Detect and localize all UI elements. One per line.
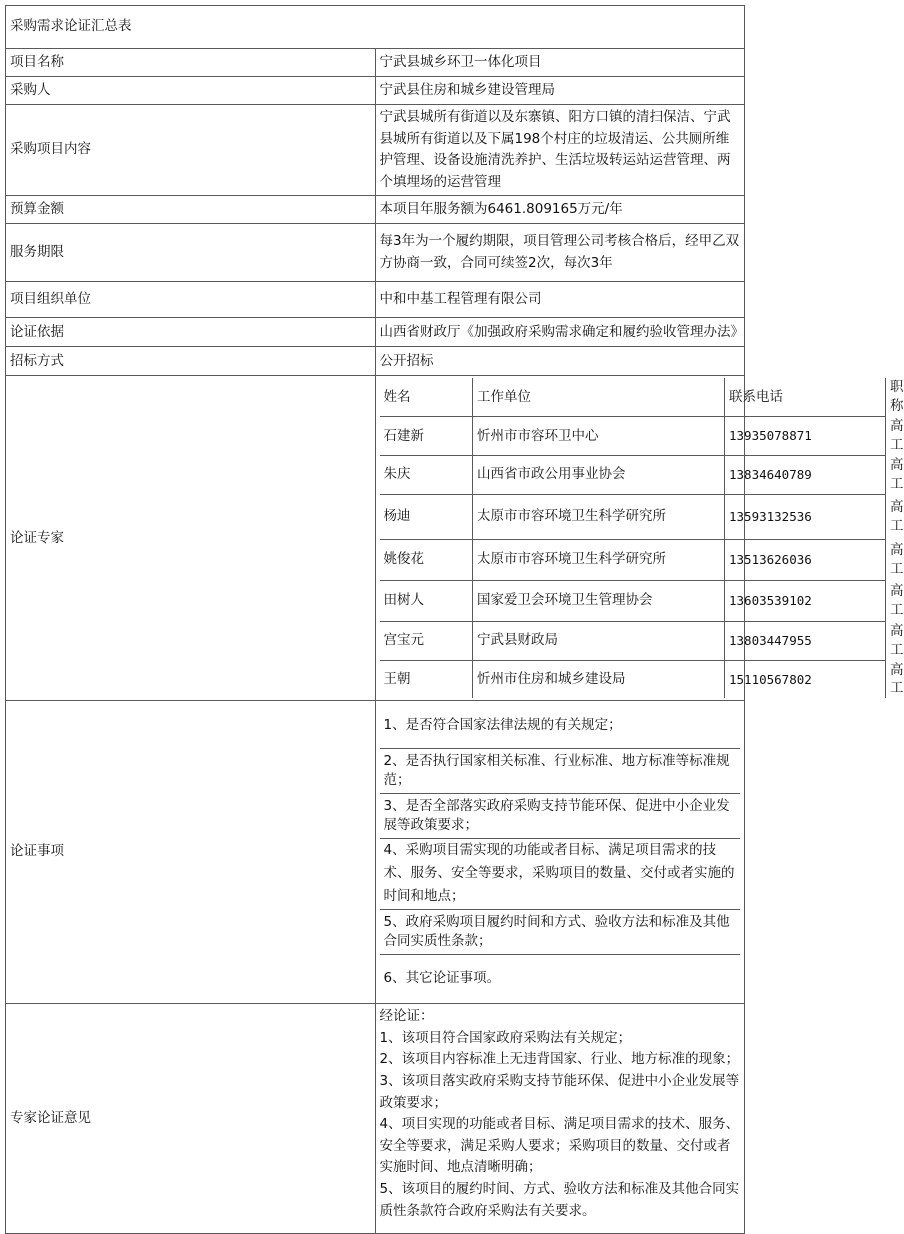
expert-header-name: 姓名	[380, 378, 473, 416]
expert-unit: 山西省市政公用事业协会	[473, 455, 725, 494]
expert-unit: 宁武县财政局	[473, 621, 725, 660]
expert-unit: 太原市市容环境卫生科学研究所	[473, 494, 725, 539]
list-item: 3、是否全部落实政府采购支持节能环保、促进中小企业发展等政策要求；	[380, 793, 741, 838]
budget-label: 预算金额	[6, 196, 376, 224]
page-title: 采购需求论证汇总表	[6, 6, 745, 49]
content-label: 采购项目内容	[6, 105, 376, 196]
experts-header-row: 姓名 工作单位 联系电话 职称	[380, 378, 886, 416]
opinion-intro: 经论证：	[379, 1008, 434, 1025]
table-row: 王朝 忻州市住房和城乡建设局 15110567802 高工	[380, 660, 886, 698]
basis-value: 山西省财政厅《加强政府采购需求确定和履约验收管理办法》	[375, 318, 745, 347]
expert-phone: 13935078871	[725, 417, 886, 456]
experts-table	[380, 378, 904, 698]
expert-name: 田树人	[380, 580, 473, 621]
list-item: 1、是否符合国家法律法规的有关规定；	[380, 703, 741, 748]
expert-name: 王朝	[380, 660, 473, 698]
table-row: 姚俊花 太原市市容环境卫生科学研究所 13513626036 高工	[380, 539, 886, 580]
expert-phone: 13834640789	[725, 455, 886, 494]
expert-phone: 13803447955	[725, 621, 886, 660]
expert-phone: 13603539102	[725, 580, 886, 621]
expert-phone: 13513626036	[725, 539, 886, 580]
purchaser-value: 宁武县住房和城乡建设管理局	[375, 77, 745, 105]
purchaser-label: 采购人	[6, 77, 376, 105]
expert-name: 姚俊花	[380, 539, 473, 580]
list-item: 2、是否执行国家相关标准、行业标准、地方标准等标准规范；	[380, 748, 741, 793]
list-item: 5、该项目的履约时间、方式、验收方法和标准及其他合同实质性条款符合政府采购法有关要求。	[379, 1181, 740, 1219]
expert-header-phone: 联系电话	[725, 378, 886, 416]
matters-label: 论证事项	[6, 701, 376, 1004]
expert-name: 杨迪	[380, 494, 473, 539]
table-row: 石建新 忻州市市容环卫中心 13935078871 高工	[380, 417, 886, 456]
organizer-value: 中和中基工程管理有限公司	[375, 282, 745, 318]
experts-label: 论证专家	[6, 376, 376, 701]
expert-unit: 太原市市容环境卫生科学研究所	[473, 539, 725, 580]
list-item: 4、项目实现的功能或者目标、满足项目需求的技术、服务、安全等要求，满足采购人要求；采购项目的数量、交付或者实施时间、地点清晰明确；	[379, 1116, 740, 1176]
opinion-label: 专家论证意见	[6, 1004, 376, 1234]
project-name-value: 宁武县城乡环卫一体化项目	[375, 49, 745, 77]
expert-name: 朱庆	[380, 455, 473, 494]
expert-phone: 13593132536	[725, 494, 886, 539]
basis-label: 论证依据	[6, 318, 376, 347]
summary-sheet	[5, 5, 904, 1219]
period-label: 服务期限	[6, 224, 376, 282]
bidding-label: 招标方式	[6, 347, 376, 376]
table-row: 宫宝元 宁武县财政局 13803447955 高工	[380, 621, 886, 660]
organizer-label: 项目组织单位	[6, 282, 376, 318]
expert-unit: 忻州市市容环卫中心	[473, 417, 725, 456]
table-row: 田树人 国家爱卫会环境卫生管理协会 13603539102 高工	[380, 580, 886, 621]
table-row: 朱庆 山西省市政公用事业协会 13834640789 高工	[380, 455, 886, 494]
list-item: 5、政府采购项目履约时间和方式、验收方法和标准及其他合同实质性条款；	[380, 909, 741, 954]
bidding-value: 公开招标	[375, 347, 745, 376]
expert-unit: 国家爱卫会环境卫生管理协会	[473, 580, 725, 621]
budget-value: 本项目年服务额为6461.809165万元/年	[375, 196, 745, 224]
list-item: 4、采购项目需实现的功能或者目标、满足项目需求的技术、服务、安全等要求，采购项目的数量、交付或者实施的时间和地点；	[380, 838, 741, 909]
matters-cell	[375, 701, 745, 1004]
expert-header-unit: 工作单位	[473, 378, 725, 416]
list-item: 1、该项目符合国家政府采购法有关规定；	[379, 1029, 632, 1046]
expert-unit: 忻州市住房和城乡建设局	[473, 660, 725, 698]
matters-table	[380, 703, 741, 1001]
expert-name: 石建新	[380, 417, 473, 456]
expert-name: 宫宝元	[380, 621, 473, 660]
project-name-label: 项目名称	[6, 49, 376, 77]
list-item: 2、该项目内容标准上无违背国家、行业、地方标准的现象；	[379, 1051, 740, 1068]
expert-phone: 15110567802	[725, 660, 886, 698]
opinion-cell	[375, 1004, 745, 1234]
summary-table	[5, 5, 904, 1234]
experts-cell	[375, 376, 904, 701]
period-value: 每3年为一个履约期限，项目管理公司考核合格后，经甲乙双方协商一致，合同可续签2次，每次3年	[375, 224, 745, 282]
content-value: 宁武县城所有街道以及东寨镇、阳方口镇的清扫保洁、宁武县城所有街道以及下属198个村庄的垃圾清运、公共厕所维护管理、设备设施清洗养护、生活垃圾转运站运营管理、两个填埋场的运营管理	[375, 105, 745, 196]
table-row: 杨迪 太原市市容环境卫生科学研究所 13593132536 高工	[380, 494, 886, 539]
list-item: 3、该项目落实政府采购支持节能环保、促进中小企业发展等政策要求；	[379, 1073, 740, 1111]
list-item: 6、其它论证事项。	[380, 954, 741, 1001]
